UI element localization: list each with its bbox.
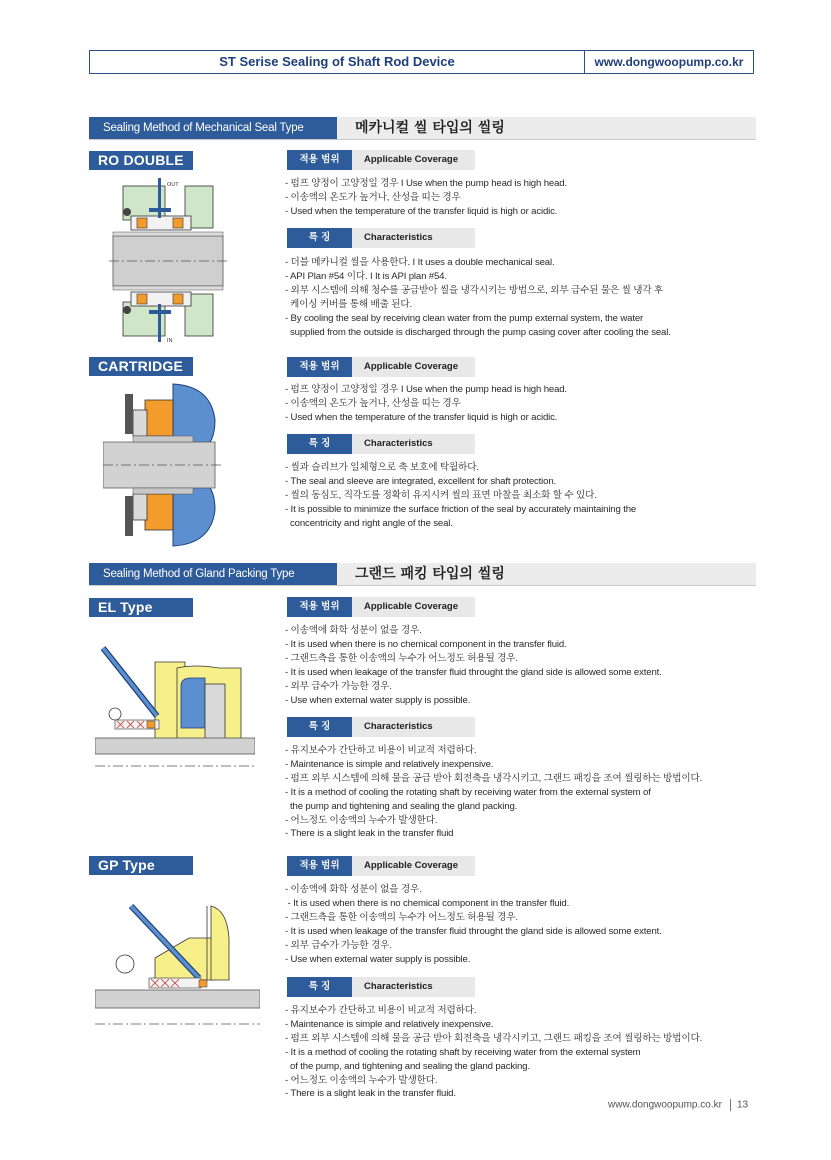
- type-label-el-type: EL Type: [89, 598, 193, 617]
- list-item: concentricity and right angle of the seal.: [285, 517, 453, 529]
- list-item: - 펌프 양정이 고양정일 경우 I Use when the pump head is high head.: [285, 178, 567, 189]
- tag-coverage: [287, 856, 475, 876]
- tag-coverage: [287, 150, 475, 170]
- section-title-ko: 메카니컬 씰 타입의 씰링: [355, 120, 505, 136]
- cartridge-characteristics-list: [285, 461, 636, 531]
- list-item: - 유지보수가 간단하고 비용이 비교적 저렴하다.: [285, 745, 477, 756]
- list-item: - 외부 시스템에 의해 청수를 공급받아 씰을 냉각시키는 방법으로, 외부 급수된 물은 씰 냉각 후: [285, 284, 664, 296]
- gp-type-diagram: [95, 898, 260, 1038]
- list-item: - 더블 메카니컬 씰을 사용한다. I It uses a double mechanical seal.: [285, 257, 555, 268]
- el-type-coverage-list: [285, 624, 662, 707]
- list-item: - 외부 급수가 가능한 경우.: [285, 939, 392, 951]
- tag-coverage-en: Applicable Coverage: [364, 361, 458, 372]
- tag-coverage-en: Applicable Coverage: [364, 860, 458, 871]
- list-item: - It is used when there is no chemical component in the transfer fluid.: [285, 638, 567, 650]
- gp-type-characteristics-list: [285, 1004, 702, 1101]
- tag-char-en: Characteristics: [364, 721, 433, 732]
- tag-char-en: Characteristics: [364, 232, 433, 243]
- list-item: 케이싱 커버를 통해 배출 된다.: [285, 298, 413, 310]
- el-type-diagram: [95, 628, 255, 778]
- list-item: - Use when external water supply is possible.: [285, 953, 471, 965]
- tag-char-en: Characteristics: [364, 438, 433, 449]
- gp-type-coverage-list: [285, 883, 662, 966]
- list-item: - 유지보수가 간단하고 비용이 비교적 저렴하다.: [285, 1005, 477, 1016]
- tag-coverage: [287, 597, 475, 617]
- type-label-ro-double: RO DOUBLE: [89, 151, 193, 170]
- list-item: - 씰과 슬리브가 일체형으로 축 보호에 탁월하다.: [285, 462, 479, 473]
- el-type-characteristics-list: [285, 744, 702, 841]
- tag-characteristics: [287, 717, 475, 737]
- list-item: - 이송액에 화학 성분이 없을 경우.: [285, 884, 422, 895]
- tag-char-ko: 특 징: [287, 977, 352, 997]
- tag-coverage-ko: 적용 범위: [287, 357, 352, 377]
- tag-char-en: Characteristics: [364, 981, 433, 992]
- header-url[interactable]: www.dongwoopump.co.kr: [594, 55, 744, 69]
- ro-double-in-label: IN: [167, 338, 173, 344]
- list-item: - It is a method of cooling the rotating shaft by receiving water from the external system of: [285, 786, 651, 798]
- list-item: - Used when the temperature of the transfer liquid is high or acidic.: [285, 411, 558, 423]
- cartridge-diagram: [103, 380, 228, 550]
- tag-coverage: [287, 357, 475, 377]
- list-item: - Use when external water supply is possible.: [285, 694, 471, 706]
- section-bar-mechanical-seal: [89, 117, 756, 140]
- tag-coverage-en: Applicable Coverage: [364, 601, 458, 612]
- ro-double-coverage-list: [285, 177, 567, 219]
- list-item: - 이송액의 온도가 높거나, 산성을 띠는 경우: [285, 191, 461, 203]
- page-header: [89, 50, 754, 74]
- tag-characteristics: [287, 977, 475, 997]
- tag-char-ko: 특 징: [287, 228, 352, 248]
- list-item: - Maintenance is simple and relatively inexpensive.: [285, 758, 494, 770]
- list-item: - It is possible to minimize the surface friction of the seal by accurately maintaining the: [285, 503, 637, 515]
- list-item: - It is a method of cooling the rotating shaft by receiving water from the external system: [285, 1046, 641, 1058]
- list-item: - By cooling the seal by receiving clean water from the pump external system, the water: [285, 312, 644, 324]
- list-item: the pump and tightening and sealing the gland packing.: [285, 800, 518, 812]
- tag-char-ko: 특 징: [287, 434, 352, 454]
- list-item: - 이송액에 화학 성분이 없을 경우.: [285, 625, 422, 636]
- list-item: - It is used when leakage of the transfer fluid throught the gland side is allowed some extent.: [285, 925, 662, 937]
- list-item: - Used when the temperature of the transfer liquid is high or acidic.: [285, 205, 558, 217]
- ro-double-out-label: OUT: [167, 182, 179, 188]
- list-item: - 씰의 동심도, 직각도를 정확히 유지시켜 씰의 표면 마찰을 최소화 할 수 있다.: [285, 489, 597, 501]
- section-bar-gland-packing: [89, 563, 756, 586]
- footer-divider: [730, 1099, 731, 1111]
- tag-char-ko: 특 징: [287, 717, 352, 737]
- list-item: of the pump, and tightening and sealing the gland packing.: [285, 1060, 530, 1072]
- section-title-ko: 그랜드 패킹 타입의 씰링: [355, 566, 505, 582]
- type-label-cartridge: CARTRIDGE: [89, 357, 193, 376]
- footer-url[interactable]: www.dongwoopump.co.kr: [608, 1099, 722, 1111]
- tag-characteristics: [287, 434, 475, 454]
- list-item: - There is a slight leak in the transfer fluid.: [285, 1088, 456, 1100]
- list-item: - API Plan #54 이다. I It is API plan #54.: [285, 270, 447, 282]
- list-item: - Maintenance is simple and relatively inexpensive.: [285, 1018, 494, 1030]
- list-item: - 펌프 외부 시스템에 의해 물을 공급 받아 회전축을 냉각시키고, 그랜드 패킹을 조여 씰링하는 방법이다.: [285, 1032, 703, 1044]
- list-item: - 그랜드측을 통한 이송액의 누수가 어느정도 허용될 경우.: [285, 652, 518, 664]
- list-item: - It is used when there is no chemical component in the transfer fluid.: [285, 897, 570, 909]
- page-footer: [608, 1099, 748, 1111]
- tag-characteristics: [287, 228, 475, 248]
- header-title: ST Serise Sealing of Shaft Rod Device: [90, 51, 585, 73]
- list-item: supplied from the outside is discharged through the pump casing cover after cooling the seal.: [285, 326, 671, 338]
- type-label-gp-type: GP Type: [89, 856, 193, 875]
- tag-coverage-en: Applicable Coverage: [364, 154, 458, 165]
- list-item: - 외부 급수가 가능한 경우.: [285, 680, 392, 692]
- list-item: - The seal and sleeve are integrated, excellent for shaft protection.: [285, 475, 557, 487]
- list-item: - 이송액의 온도가 높거나, 산성을 띠는 경우: [285, 397, 461, 409]
- list-item: - There is a slight leak in the transfer fluid: [285, 828, 454, 840]
- page-number: 13: [736, 1099, 749, 1111]
- tag-coverage-ko: 적용 범위: [287, 150, 352, 170]
- tag-coverage-ko: 적용 범위: [287, 597, 352, 617]
- list-item: - 펌프 양정이 고양정일 경우 I Use when the pump head is high head.: [285, 384, 567, 395]
- list-item: - 펌프 외부 시스템에 의해 물을 공급 받아 회전축을 냉각시키고, 그랜드 패킹을 조여 씰링하는 방법이다.: [285, 772, 703, 784]
- list-item: - 어느정도 이송액의 누수가 발생한다.: [285, 1074, 438, 1086]
- tag-coverage-ko: 적용 범위: [287, 856, 352, 876]
- list-item: - It is used when leakage of the transfer fluid throught the gland side is allowed some extent.: [285, 666, 662, 678]
- section-title-en: Sealing Method of Mechanical Seal Type: [89, 117, 337, 139]
- ro-double-characteristics-list: [285, 256, 671, 339]
- ro-double-diagram: [103, 176, 233, 346]
- section-title-en: Sealing Method of Gland Packing Type: [89, 563, 337, 585]
- list-item: - 어느정도 이송액의 누수가 발생한다.: [285, 814, 438, 826]
- cartridge-coverage-list: [285, 383, 567, 425]
- list-item: - 그랜드측을 통한 이송액의 누수가 어느정도 허용될 경우.: [285, 911, 518, 923]
